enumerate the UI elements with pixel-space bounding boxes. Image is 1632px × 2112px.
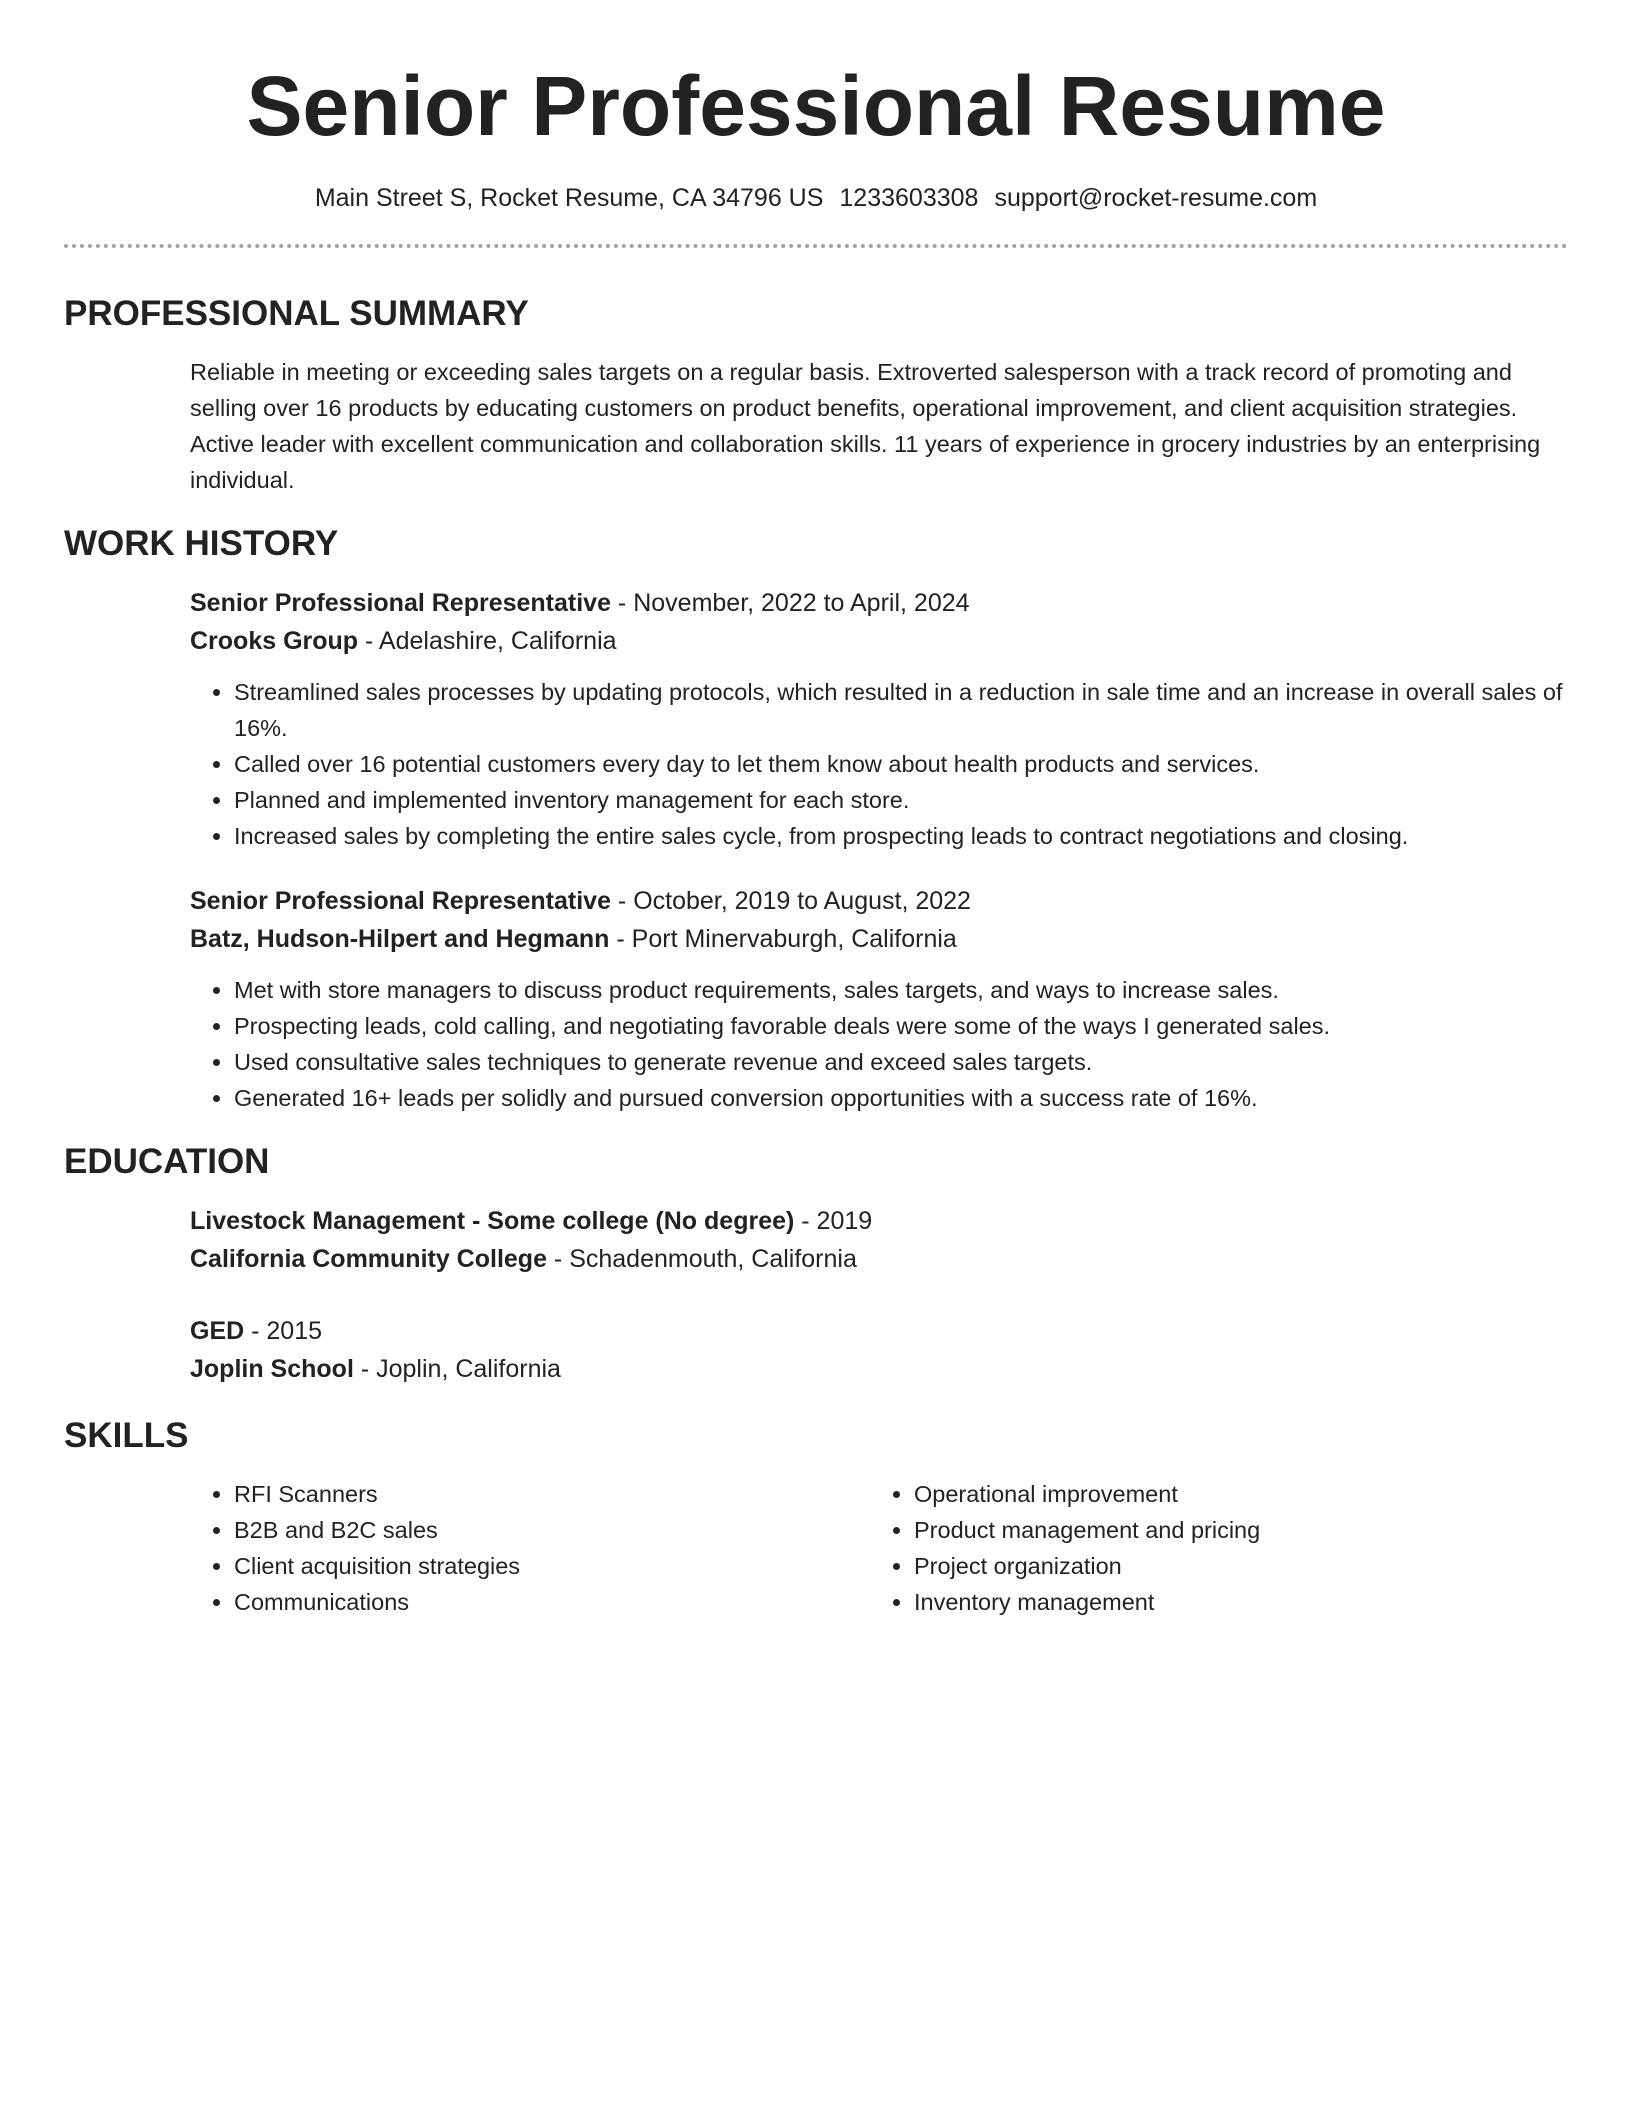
job-entry [190,882,1568,1116]
section-title-summary: PROFESSIONAL SUMMARY [64,294,529,333]
job-role: Senior Professional Representative [190,887,611,915]
skill-item: • Operational improvement [914,1476,1550,1512]
job-bullet: • Planned and implemented inventory management for each store. [234,782,1568,818]
skill-item: • Communications [234,1584,870,1620]
education-location: - Joplin, California [353,1355,561,1383]
job-company: Crooks Group [190,627,359,655]
education-school-line [190,1350,1568,1388]
resume-name: Senior Professional Resume [246,59,1386,153]
job-bullets [190,674,1568,854]
job-bullet: • Met with store managers to discuss product requirements, sales targets, and ways to increase sales. [234,972,1568,1008]
job-dates: - November, 2022 to April, 2024 [610,589,970,617]
job-role: Senior Professional Representative [190,589,611,617]
job-location: - Port Minervaburgh, California [609,925,957,953]
skills-list [190,1476,1568,1620]
job-title-line [190,882,1568,920]
skill-item: • Client acquisition strategies [234,1548,870,1584]
section-title-work: WORK HISTORY [64,524,339,563]
contact-phone: 1233603308 [839,184,979,212]
job-dates: - October, 2019 to August, 2022 [610,887,971,915]
job-company-line [190,622,1568,660]
section-title-skills: SKILLS [64,1416,189,1455]
skills-column-right [870,1476,1550,1620]
header-divider [64,244,1568,248]
job-bullet: • Used consultative sales techniques to generate revenue and exceed sales targets. [234,1044,1568,1080]
contact-line [64,182,1568,214]
education-degree-line [190,1202,1568,1240]
education-school: Joplin School [190,1355,354,1383]
education-entry [190,1312,1568,1388]
skill-item: • RFI Scanners [234,1476,870,1512]
skill-item: • Inventory management [914,1584,1550,1620]
job-title-line [190,584,1568,622]
job-bullet: • Increased sales by completing the entire sales cycle, from prospecting leads to contract negotiations and closing. [234,818,1568,854]
skill-item: • Project organization [914,1548,1550,1584]
education-degree: Livestock Management - Some college (No degree) [190,1207,795,1235]
education-degree: GED [190,1317,245,1345]
contact-email: support@rocket-resume.com [994,184,1318,212]
job-entry [190,584,1568,854]
job-company-line [190,920,1568,958]
education-school-line [190,1240,1568,1278]
job-location: - Adelashire, California [358,627,617,655]
skills-column-left [190,1476,870,1620]
job-bullet: • Called over 16 potential customers every day to let them know about health products and services. [234,746,1568,782]
education-school: California Community College [190,1245,547,1273]
contact-address: Main Street S, Rocket Resume, CA 34796 US [314,184,824,212]
skill-item: • Product management and pricing [914,1512,1550,1548]
education-year: - 2015 [244,1317,323,1345]
education-year: - 2019 [794,1207,873,1235]
section-title-education: EDUCATION [64,1142,270,1181]
job-company: Batz, Hudson-Hilpert and Hegmann [190,925,610,953]
education-degree-line [190,1312,1568,1350]
job-bullet: • Prospecting leads, cold calling, and negotiating favorable deals were some of the ways I generated sales. [234,1008,1568,1044]
summary-text: Reliable in meeting or exceeding sales targets on a regular basis. Extroverted salesperson with a track record of promoting and selling over 16 products by educating customers on product benefits, operational improvement, and client acquisition strategies. Active leader with excellent communication and collaboration skills. 11 years of experience in grocery industries by an enterprising individual. [190,359,1541,493]
education-entry [190,1202,1568,1278]
education-location: - Schadenmouth, California [546,1245,857,1273]
skill-item: • B2B and B2C sales [234,1512,870,1548]
job-bullet: • Streamlined sales processes by updating protocols, which resulted in a reduction in sale time and an increase in overall sales of 16%. [234,674,1568,746]
job-bullets [190,972,1568,1116]
job-bullet: • Generated 16+ leads per solidly and pursued conversion opportunities with a success rate of 16%. [234,1080,1568,1116]
